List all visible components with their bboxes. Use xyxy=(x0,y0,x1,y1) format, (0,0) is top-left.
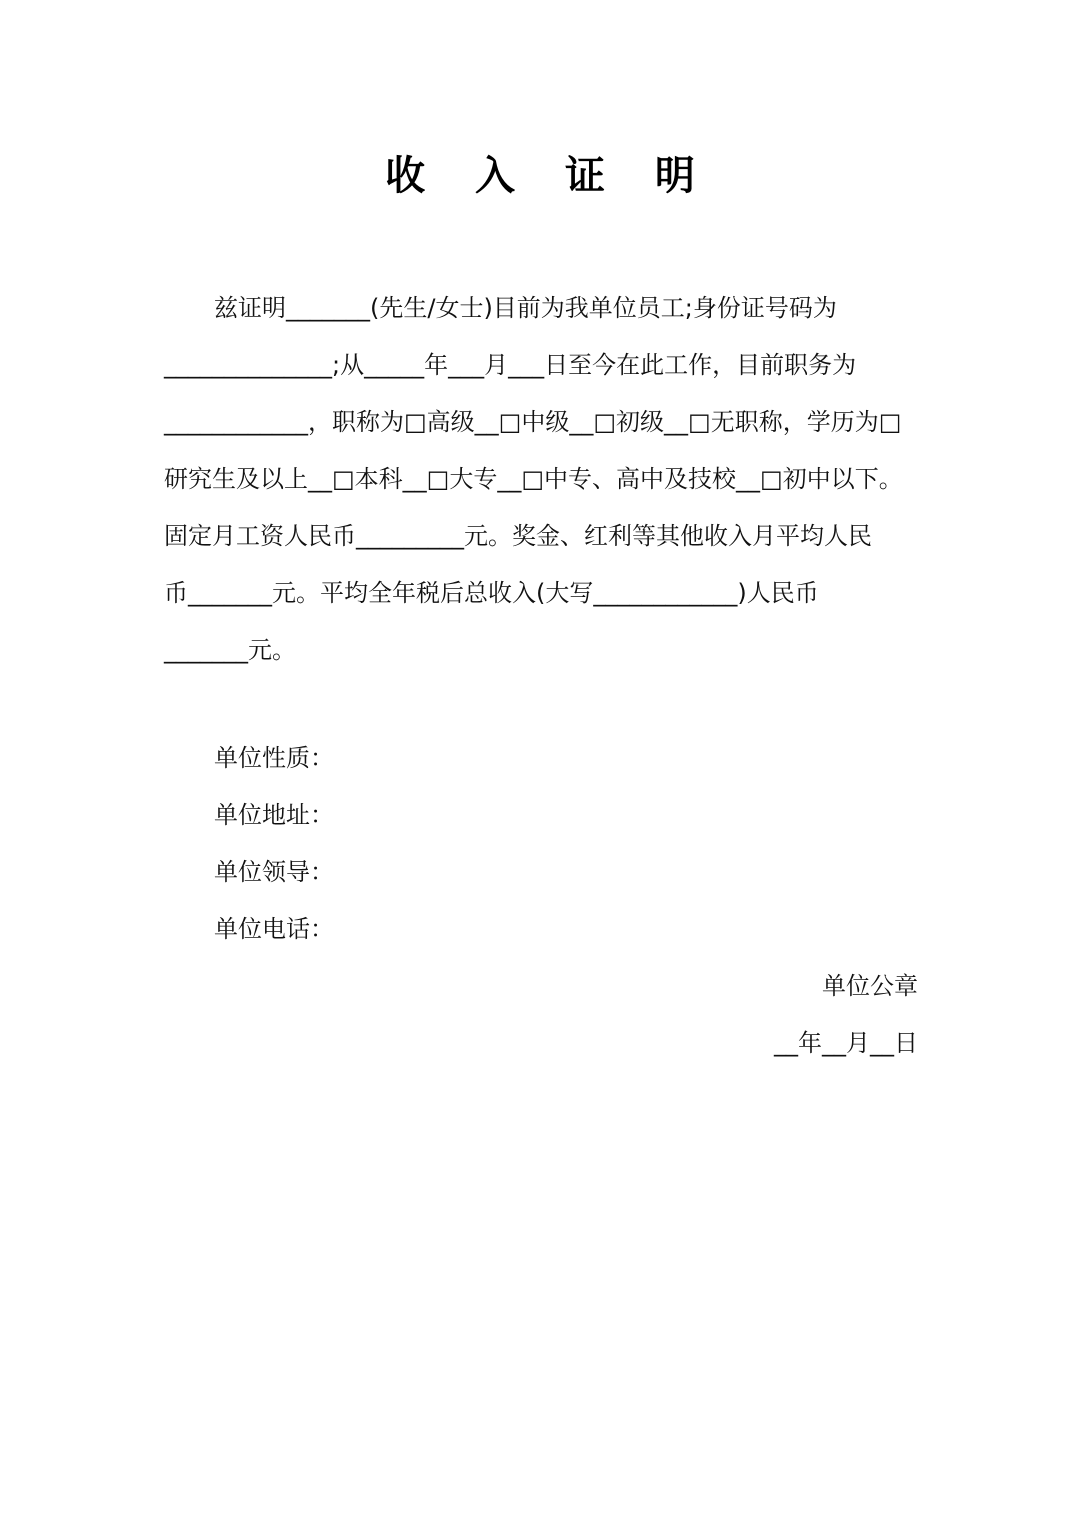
certificate-body xyxy=(164,280,924,679)
paragraph-line-2: ______________;从_____年___月___日至今在此工作，目前职务为 xyxy=(164,351,857,379)
signature-date: __年__月__日 xyxy=(774,1029,918,1057)
unit-info-block xyxy=(214,730,814,958)
unit-address-label: 单位地址： xyxy=(214,801,334,829)
paragraph-line-5: 固定月工资人民币_________元。奖金、红利等其他收入月平均人民 xyxy=(164,522,872,550)
paragraph-line-7: _______元。 xyxy=(164,636,296,664)
unit-leader-label: 单位领导： xyxy=(214,858,334,886)
unit-phone-label: 单位电话： xyxy=(214,915,334,943)
paragraph-line-1: 兹证明_______(先生/女士)目前为我单位员工;身份证号码为 xyxy=(214,294,837,322)
paragraph-line-3: ____________，职称为□高级__□中级__□初级__□无职称，学历为□ xyxy=(164,408,902,436)
unit-seal-label: 单位公章 xyxy=(822,972,918,1000)
paragraph-line-4: 研究生及以上__□本科__□大专__□中专、高中及技校__□初中以下。 xyxy=(164,465,903,493)
unit-nature-label: 单位性质： xyxy=(214,744,334,772)
paragraph-line-6: 币_______元。平均全年税后总收入(大写____________)人民币 xyxy=(164,579,819,607)
document-title: 收 入 证 明 xyxy=(385,153,713,199)
